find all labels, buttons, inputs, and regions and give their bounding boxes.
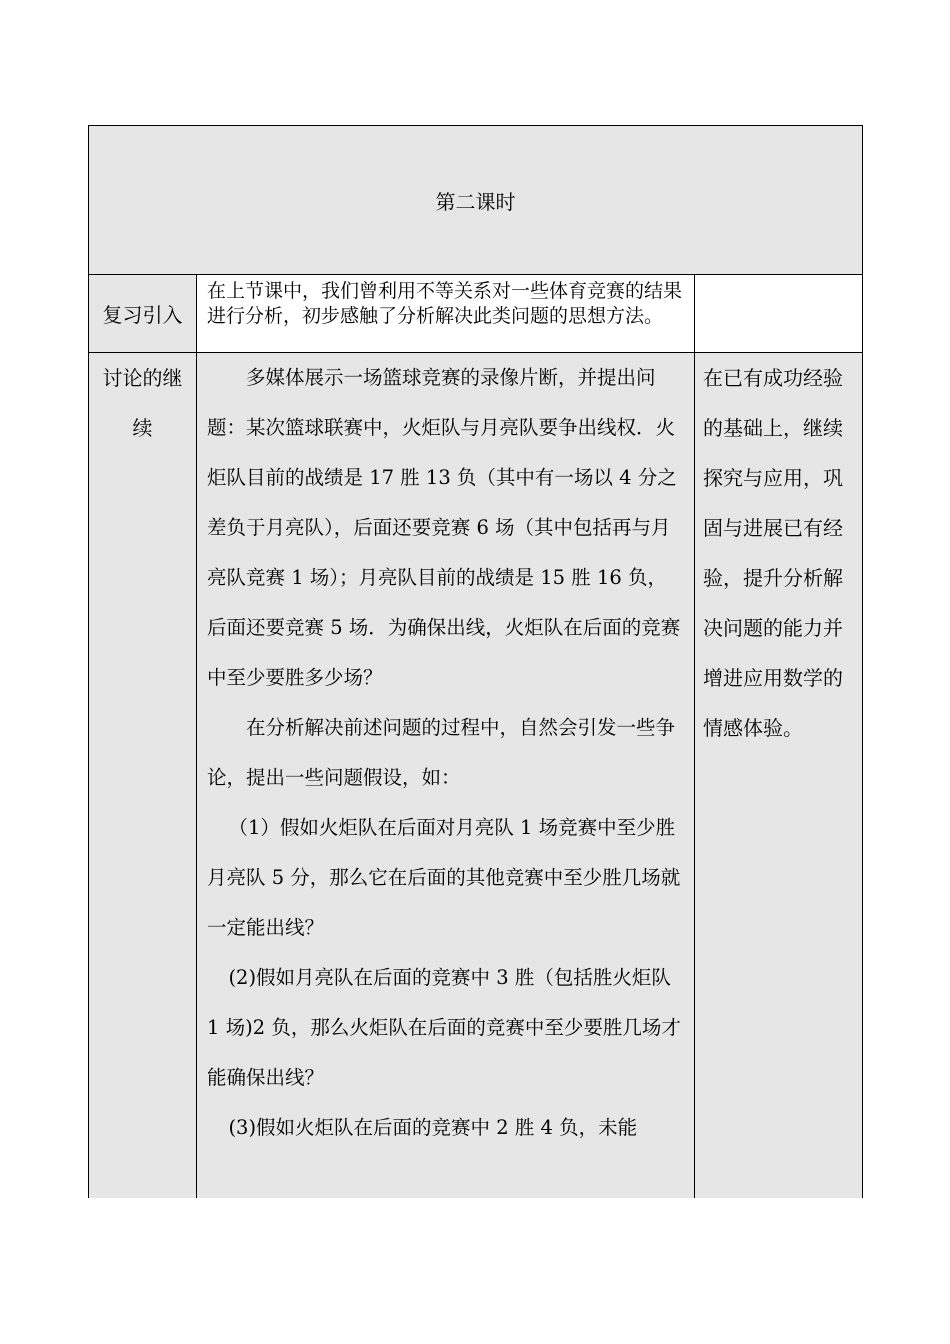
discussion-question-2: (2)假如月亮队在后面的竞赛中 3 胜（包括胜火炬队 1 场)2 负，那么火炬队在后面的竞赛中至少要胜几场才能确保出线？: [207, 966, 681, 1089]
lesson-title: 第二课时: [89, 126, 862, 275]
row-label-discussion: 讨论的继续: [89, 353, 197, 1198]
row-content-discussion: [197, 353, 695, 1198]
row-note-discussion: 在已有成功经验的基础上，继续探究与应用，巩固与进展已有经验，提升分析解决问题的能力并增进应用数学的情感体验。: [695, 353, 862, 1198]
row-note-review: [695, 275, 862, 353]
discussion-question-3: (3)假如火炬队在后面的竞赛中 2 胜 4 负，未能: [228, 1116, 638, 1139]
row-content-review: 在上节课中，我们曾利用不等关系对一些体育竞赛的结果进行分析，初步感触了分析解决此类问题的思想方法。: [197, 275, 695, 353]
discussion-question-1: （1）假如火炬队在后面对月亮队 1 场竞赛中至少胜月亮队 5 分，那么它在后面的其他竞赛中至少胜几场就一定能出线？: [207, 816, 681, 939]
discussion-paragraph-intro: 多媒体展示一场篮球竞赛的录像片断，并提出问题：某次篮球联赛中，火炬队与月亮队要争出线权．火炬队目前的战绩是 17 胜 13 负（其中有一场以 4 分之差负于月亮队），后面还要竞赛 6 场（其中包括再与月亮队竞赛 1 场）；月亮队目前的战绩是 15 胜 16 负，后面还要竞赛 5 场．为确保出线，火炬队在后面的竞赛中至少要胜多少场？: [207, 366, 681, 689]
row-label-review: 复习引入: [89, 275, 197, 353]
discussion-paragraph-analysis: 在分析解决前述问题的过程中，自然会引发一些争论，提出一些问题假设，如：: [207, 716, 676, 789]
lesson-table: [88, 125, 863, 1198]
